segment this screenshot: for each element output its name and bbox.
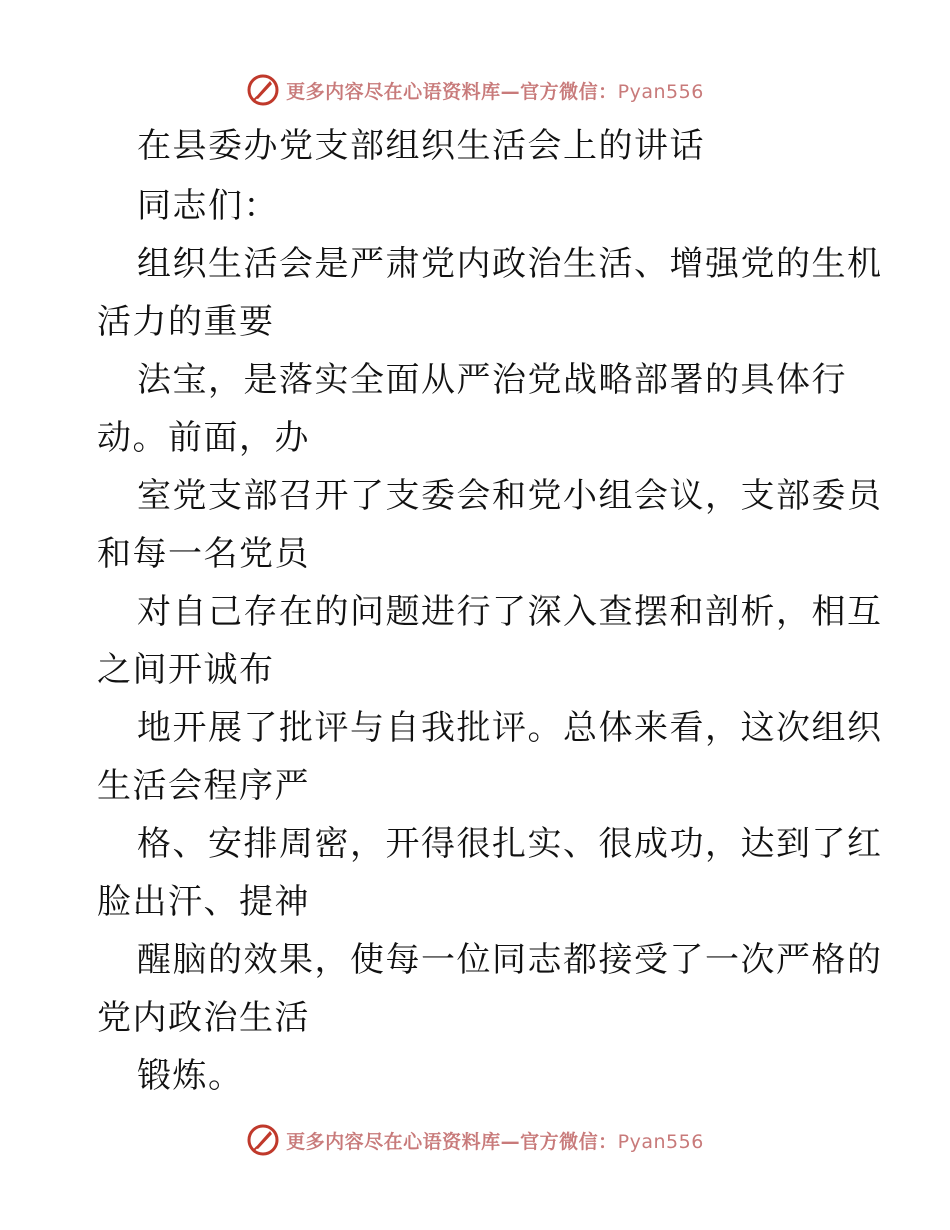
watermark-text: 更多内容尽在心语资料库—官方微信：Pyan556 [286,1130,704,1153]
paragraph-line: 活力的重要 [97,302,275,342]
paragraph-line: 法宝，是落实全面从严治党战略部署的具体行 [137,360,847,400]
paragraph-line: 室党支部召开了支委会和党小组会议，支部委员 [137,476,883,516]
watermark-text: 更多内容尽在心语资料库—官方微信：Pyan556 [286,80,704,103]
quill-logo-icon [246,1123,280,1157]
paragraph-line: 锻炼。 [137,1056,244,1096]
paragraph-line: 醒脑的效果，使每一位同志都接受了一次严格的 [137,940,883,980]
paragraph-line: 组织生活会是严肃党内政治生活、增强党的生机 [137,244,883,284]
watermark-header [0,72,950,108]
paragraph-line: 党内政治生活 [97,998,310,1038]
quill-logo-icon [246,73,280,107]
salutation: 同志们： [137,186,279,226]
document-title: 在县委办党支部组织生活会上的讲话 [137,126,705,166]
watermark-footer [0,1122,950,1158]
paragraph-line: 动。前面，办 [97,418,310,458]
paragraph-line: 生活会程序严 [97,766,310,806]
paragraph-line: 地开展了批评与自我批评。总体来看，这次组织 [137,708,883,748]
paragraph-line: 和每一名党员 [97,534,310,574]
paragraph-line: 对自己存在的问题进行了深入查摆和剖析，相互 [137,592,883,632]
paragraph-line: 脸出汗、提神 [97,882,310,922]
paragraph-line: 之间开诚布 [97,650,275,690]
paragraph-line: 格、安排周密，开得很扎实、很成功，达到了红 [137,824,883,864]
